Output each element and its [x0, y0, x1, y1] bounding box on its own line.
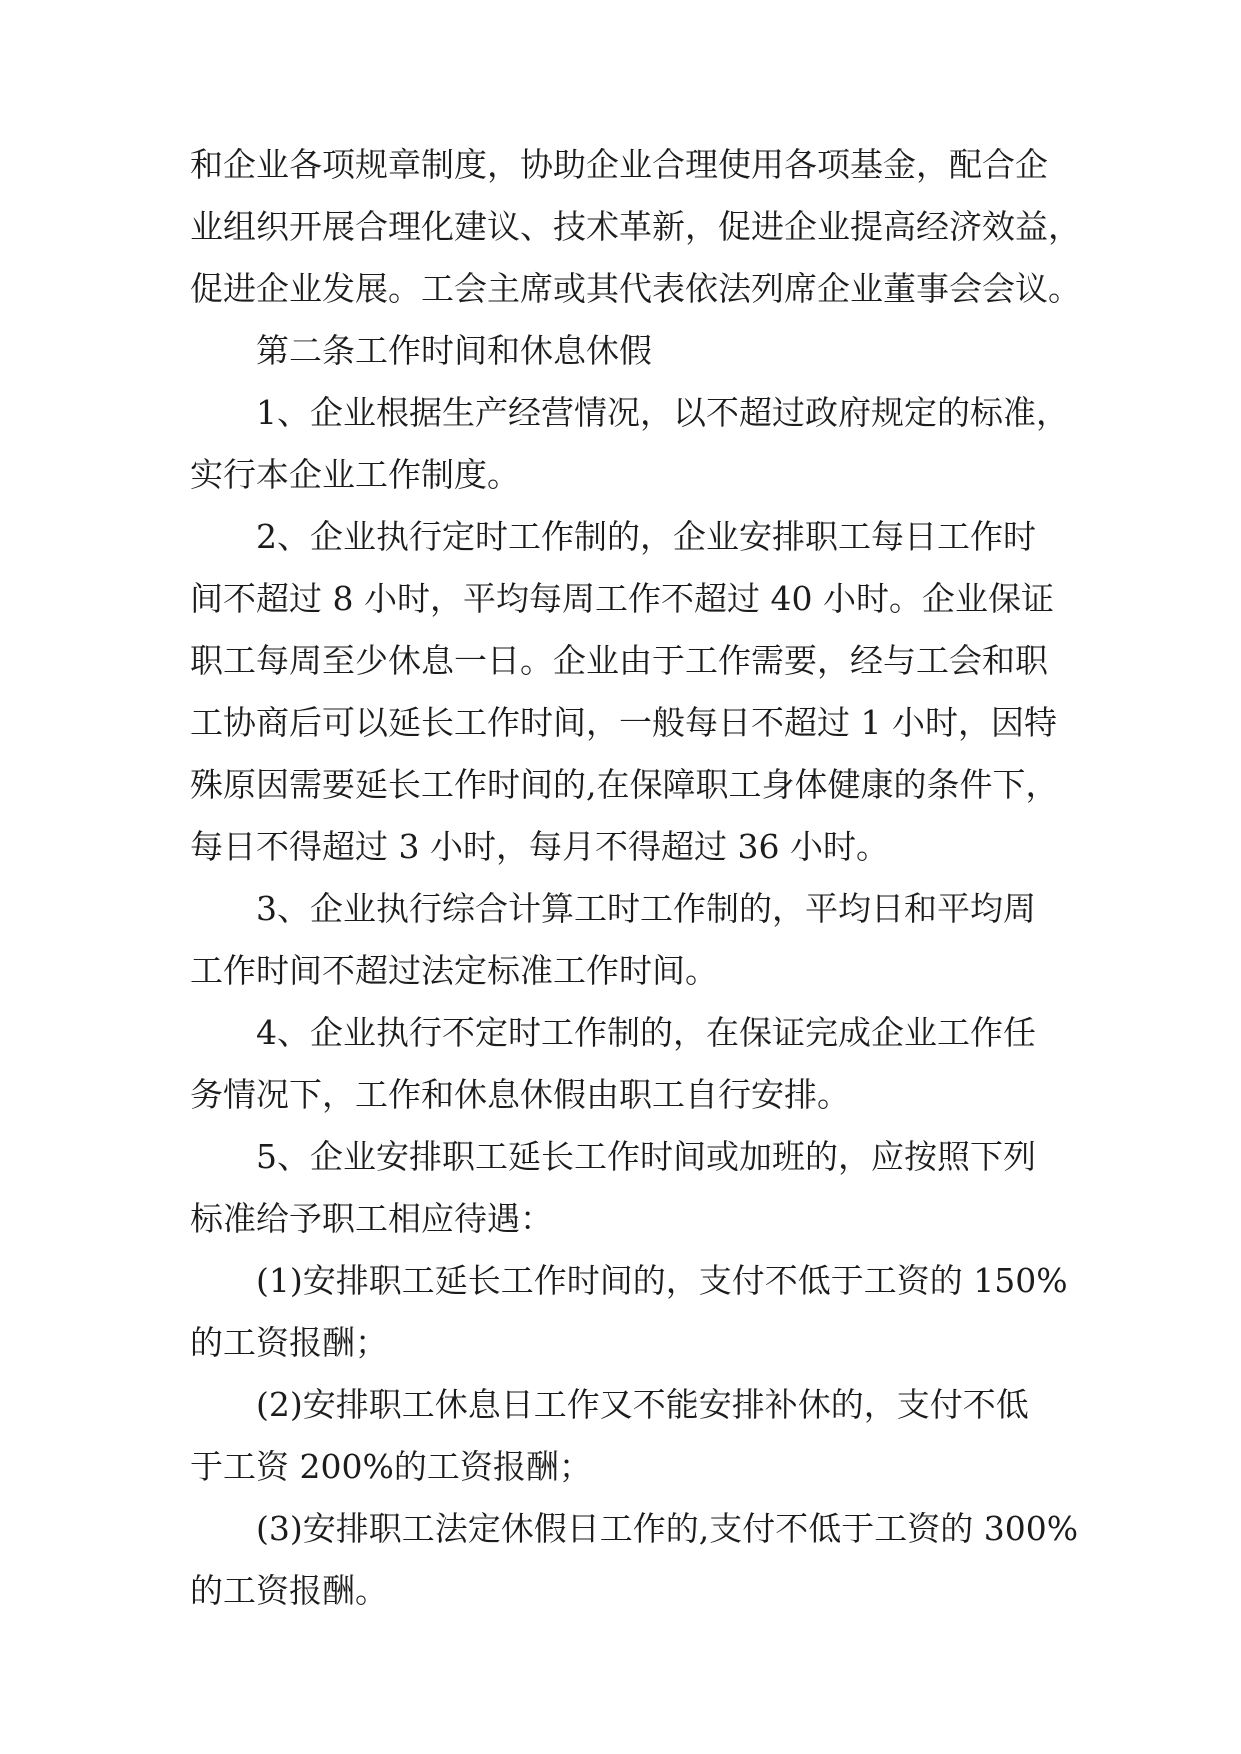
text-line — [0, 816, 1241, 878]
text-line — [0, 878, 1241, 940]
text-line — [0, 754, 1241, 816]
line-text: 1、企业根据生产经营情况，以不超过政府规定的标准， — [256, 393, 1069, 432]
line-text: (3)安排职工法定休假日工作的,支付不低于工资的 300% — [256, 1509, 1079, 1548]
line-text: 务情况下，工作和休息休假由职工自行安排。 — [190, 1075, 850, 1114]
line-text: 业组织开展合理化建议、技术革新，促进企业提高经济效益， — [190, 207, 1081, 246]
text-line — [0, 1126, 1241, 1188]
line-text: 工协商后可以延长工作时间，一般每日不超过 1 小时，因特 — [190, 703, 1057, 742]
text-line — [0, 1312, 1241, 1374]
line-text: 工作时间不超过法定标准工作时间。 — [190, 951, 718, 990]
line-text: 和企业各项规章制度，协助企业合理使用各项基金，配合企 — [190, 145, 1048, 184]
text-line — [0, 1436, 1241, 1498]
line-text: 殊原因需要延长工作时间的,在保障职工身体健康的条件下， — [190, 765, 1059, 804]
line-text: 实行本企业工作制度。 — [190, 455, 520, 494]
line-text: 于工资 200%的工资报酬； — [190, 1447, 592, 1486]
text-line — [0, 692, 1241, 754]
line-text: 3、企业执行综合计算工时工作制的，平均日和平均周 — [256, 889, 1036, 928]
line-text: 促进企业发展。工会主席或其代表依法列席企业董事会会议。 — [190, 269, 1081, 308]
text-line — [0, 1498, 1241, 1560]
text-line — [0, 196, 1241, 258]
heading-text: 第二条工作时间和休息休假 — [256, 331, 652, 370]
line-text: 间不超过 8 小时，平均每周工作不超过 40 小时。企业保证 — [190, 579, 1054, 618]
text-line — [0, 506, 1241, 568]
text-line — [0, 568, 1241, 630]
section-heading — [0, 320, 1241, 382]
text-line — [0, 1002, 1241, 1064]
line-text: 的工资报酬； — [190, 1323, 388, 1362]
line-text: 职工每周至少休息一日。企业由于工作需要，经与工会和职 — [190, 641, 1048, 680]
line-text: 标准给予职工相应待遇： — [190, 1199, 553, 1238]
text-line — [0, 1250, 1241, 1312]
text-line — [0, 1188, 1241, 1250]
line-text: 的工资报酬。 — [190, 1571, 388, 1610]
text-line — [0, 1064, 1241, 1126]
line-text: (1)安排职工延长工作时间的，支付不低于工资的 150% — [256, 1261, 1068, 1300]
line-text: 2、企业执行定时工作制的，企业安排职工每日工作时 — [256, 517, 1036, 556]
text-line — [0, 1374, 1241, 1436]
text-line — [0, 940, 1241, 1002]
text-line — [0, 134, 1241, 196]
line-text: 4、企业执行不定时工作制的，在保证完成企业工作任 — [256, 1013, 1036, 1052]
line-text: (2)安排职工休息日工作又不能安排补休的，支付不低 — [256, 1385, 1029, 1424]
text-line — [0, 382, 1241, 444]
text-line — [0, 258, 1241, 320]
line-text: 5、企业安排职工延长工作时间或加班的，应按照下列 — [256, 1137, 1036, 1176]
text-line — [0, 444, 1241, 506]
line-text: 每日不得超过 3 小时，每月不得超过 36 小时。 — [190, 827, 889, 866]
text-line — [0, 1560, 1241, 1622]
text-line — [0, 630, 1241, 692]
